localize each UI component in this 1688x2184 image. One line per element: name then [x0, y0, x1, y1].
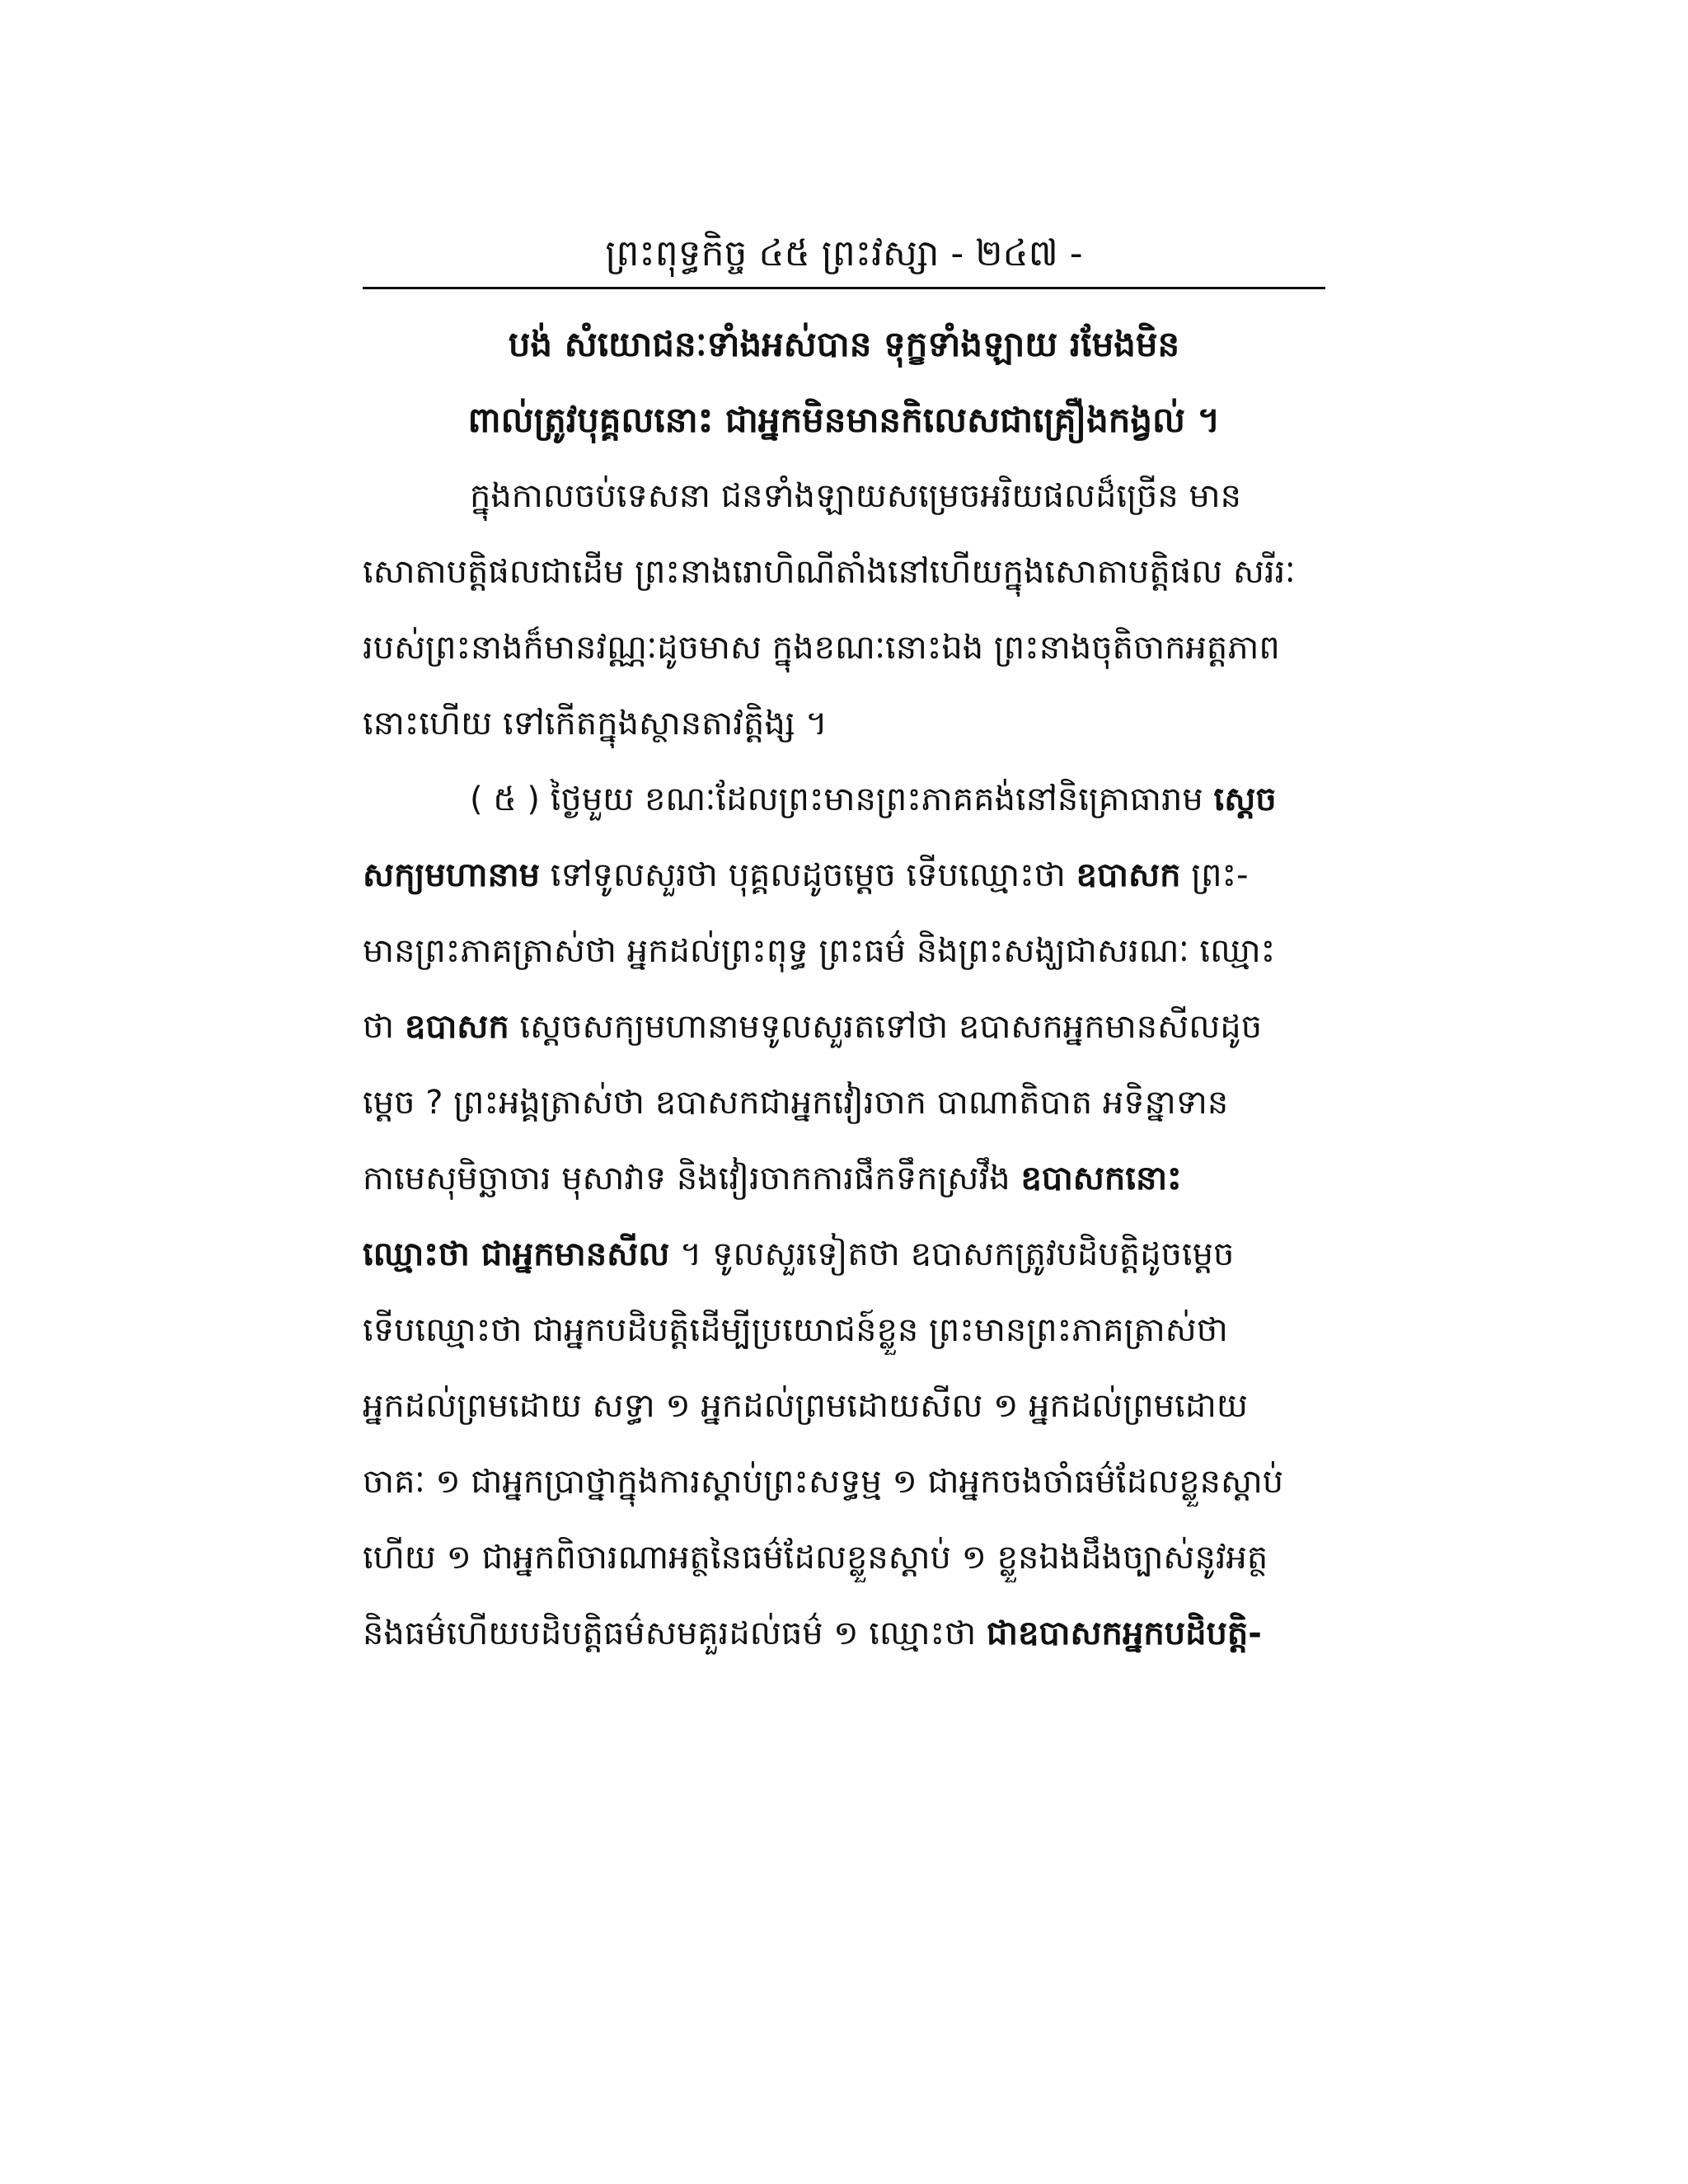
bold-term: ស្ដេច	[1213, 780, 1277, 818]
paragraph-1-line-1: ក្នុងកាលចប់ទេសនា ជនទាំងឡាយសម្រេចអរិយផលដ៏ច្រើន មាន	[470, 477, 1241, 515]
verse-line-1: បង់ សំយោជនៈទាំងអស់បាន ទុក្ខទាំងឡាយ រមែងមិន	[508, 324, 1180, 364]
paragraph-2-line-9: អ្នកដល់ព្រមដោយ សទ្ធា ១ អ្នកដល់ព្រមដោយសីល ១ អ្នកដល់ព្រមដោយ	[363, 1387, 1248, 1425]
bold-term: ឧបាសក	[1076, 856, 1181, 894]
paragraph-2-line-4	[363, 1002, 1325, 1052]
text-run: ស្ដេចសក្យមហានាមទូលសួរតទៅថា ឧបាសកអ្នកមានសីលដូច	[519, 1008, 1263, 1046]
paragraph-2-line-5: ម្ដេច ? ព្រះអង្គត្រាស់ថា ឧបាសកជាអ្នកវៀរចាក បាណាតិបាត អទិន្នាទាន	[363, 1084, 1229, 1122]
text-run: កាមេសុមិច្ឆាចារ មុសាវាទ និងវៀរចាកការផឹកទឹកស្រវឹង	[363, 1160, 1010, 1197]
bold-term: សក្យមហានាម	[363, 856, 541, 894]
paragraph-2-line-11: ហើយ ១ ជាអ្នកពិចារណាអត្ថនៃធម៌ដែលខ្លួនស្ដាប់ ១ ខ្លួនឯងដឹងច្បាស់នូវអត្ថ	[363, 1539, 1268, 1577]
paragraph-2-line-10: ចាគៈ ១ ជាអ្នកប្រាថ្នាក្នុងការស្ដាប់ព្រះសទ្ធម្ម ១ ជាអ្នកចងចាំធម៌ដែលខ្លួនស្ដាប់	[363, 1463, 1284, 1501]
bold-term: ជាឧបាសកអ្នកបដិបត្តិ-	[986, 1615, 1262, 1652]
paragraph-1-line-4: នោះហើយ ទៅកើតក្នុងស្ថានតាវត្តិង្ស ។	[363, 705, 828, 743]
paragraph-2-line-12	[363, 1609, 1325, 1658]
paragraph-2-line-1	[363, 775, 1325, 824]
bold-term: ឧបាសកនោះ	[1020, 1160, 1182, 1197]
paragraph-2-line-6	[363, 1154, 1325, 1203]
bold-term: ឧបាសក	[404, 1008, 509, 1046]
text-run: ព្រះ-	[1191, 856, 1249, 894]
paragraph-2-line-7	[363, 1230, 1325, 1279]
verse-line-2: ពាល់ត្រូវបុគ្គលនោះ ជាអ្នកមិនមានកិលេសជាគ្រឿងកង្វល់ ។	[467, 400, 1221, 440]
text-run: ( ៥ ) ថ្ងៃមួយ ខណៈដែលព្រះមានព្រះភាគគង់នៅនិគ្រោធារាម	[470, 780, 1203, 818]
running-header: ព្រះពុទ្ធកិច្ច ៤៥ ព្រះវស្សា - ២៤៧ -	[605, 232, 1083, 274]
paragraph-2-line-3: មានព្រះភាគត្រាស់ថា អ្នកដល់ព្រះពុទ្ធ ព្រះធម៌ និងព្រះសង្ឃជាសរណៈ ឈ្មោះ	[363, 932, 1276, 970]
bold-term: ឈ្មោះថា ជាអ្នកមានសីល	[363, 1235, 670, 1273]
paragraph-1-line-2: សោតាបត្តិផលជាដើម ព្រះនាងរោហិណីតាំងនៅហើយក្នុងសោតាបត្តិផល សរីរៈ	[363, 553, 1296, 591]
text-run: ។ ទូលសួរទៀតថា ឧបាសកត្រូវបដិបត្តិដូចម្ដេច	[680, 1235, 1235, 1273]
paragraph-2-line-2	[363, 851, 1325, 900]
header-rule	[363, 287, 1325, 289]
text-run: ថា	[363, 1008, 395, 1046]
text-run: និងធម៌ហើយបដិបត្តិធម៌សមគួរដល់ធម៌ ១ ឈ្មោះថា	[363, 1615, 977, 1652]
paragraph-1-line-3: របស់ព្រះនាងក៏មានវណ្ណៈដូចមាស ក្នុងខណៈនោះឯង ព្រះនាងចុតិចាកអត្តភាព	[363, 629, 1280, 667]
paragraph-2-line-8: ទើបឈ្មោះថា ជាអ្នកបដិបត្តិដើម្បីប្រយោជន៍ខ្លួន ព្រះមានព្រះភាគត្រាស់ថា	[363, 1311, 1228, 1349]
text-run: ទៅទូលសួរថា បុគ្គលដូចម្ដេច ទើបឈ្មោះថា	[550, 856, 1066, 894]
